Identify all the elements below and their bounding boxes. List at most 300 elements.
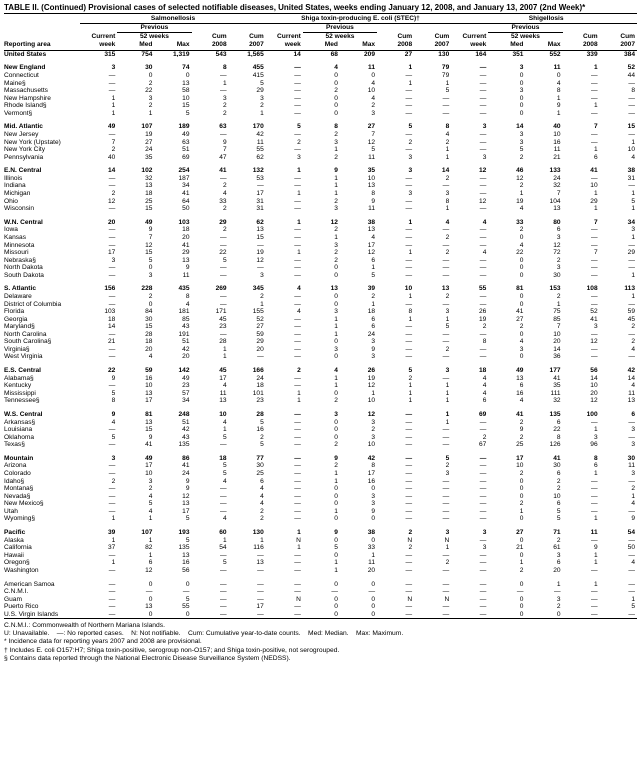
value-cell: 3 [445,308,450,316]
value-cell: — [405,197,413,205]
value-cell: — [442,426,450,434]
value-cell: 10 [627,146,635,154]
value-cell: 1 [297,218,301,226]
value-cell: 14 [107,323,116,331]
value-cell: — [591,300,598,308]
value-cell: 4 [519,338,524,346]
value-cell: — [442,353,450,361]
value-cell: 5 [185,536,190,544]
value-cell: — [294,580,301,588]
value-cell: — [220,551,227,559]
footnotes [4,622,637,662]
value-cell: 9 [371,197,376,205]
value-cell: — [405,441,413,449]
table-row [4,397,637,405]
region-row [4,411,637,419]
value-cell: 2 [222,182,227,190]
reporting-area-cell: Maine§ [4,79,26,87]
reporting-area-cell: Guam [4,595,22,603]
value-cell: 22 [553,426,561,434]
value-cell: — [405,470,413,478]
value-cell: 9 [371,507,376,515]
value-cell: 1 [297,397,301,405]
value-cell: 2 [519,470,524,478]
value-cell: — [257,580,264,588]
value-cell: 1 [631,292,635,300]
value-cell: 0 [519,109,524,117]
value-cell: 15 [145,323,153,331]
value-cell: 1 [334,330,338,338]
value-cell: — [294,323,301,331]
value-cell: — [442,226,450,234]
value-cell: 18 [145,190,153,198]
value-cell: 0 [519,233,524,241]
value-cell: 8 [445,197,450,205]
value-cell: 14 [293,50,301,58]
value-cell: 45 [219,367,227,375]
reporting-area-cell: New York (Upstate) [4,138,61,146]
value-cell: — [442,507,450,515]
value-cell: 7 [556,190,561,198]
value-cell: 13 [182,79,190,87]
value-cell: 0 [185,610,190,618]
value-cell: 1 [297,249,301,257]
value-cell: 85 [553,315,561,323]
table-row [4,552,637,560]
reporting-area-cell: Mississippi [4,389,36,397]
value-cell: — [591,595,598,603]
value-cell: 79 [441,72,450,79]
value-cell: 1 [593,64,598,72]
value-cell: — [220,492,227,500]
value-cell: 3 [148,271,153,279]
value-cell: 3 [371,492,376,500]
table-row [4,323,637,331]
value-cell: — [405,323,413,331]
value-cell: 1 [445,389,450,397]
value-cell: 52 [590,308,598,316]
value-cell: — [479,559,487,567]
value-cell: 4 [482,374,487,382]
value-cell: 4 [371,79,376,87]
value-cell: 4 [519,205,524,213]
value-cell: 113 [624,285,635,293]
value-cell: — [591,109,598,117]
value-cell: — [591,226,598,234]
value-cell: 1 [593,205,598,213]
value-cell: — [405,411,413,418]
value-cell: 166 [252,367,264,375]
value-cell: 13 [182,551,190,559]
table-row [4,308,637,316]
value-cell: 0 [371,580,376,588]
value-cell: 18 [107,315,116,323]
value-cell: — [479,426,487,434]
value-cell: 9 [631,515,635,523]
value-cell: — [479,580,487,588]
value-cell: — [405,353,413,361]
region-row [4,529,637,537]
value-cell: — [479,79,487,87]
value-cell: — [591,87,598,95]
value-cell: 1 [445,205,450,213]
value-cell: — [591,241,598,249]
value-cell: 54 [219,544,227,552]
value-cell: 59 [145,367,153,375]
value-cell: 4 [371,233,376,241]
value-cell: 4 [185,300,190,308]
value-cell: 13 [145,603,153,611]
value-cell: 4 [297,285,301,293]
value-cell: — [628,536,635,544]
value-cell: 1 [445,153,450,161]
value-cell: 38 [367,529,376,537]
value-cell: — [442,566,450,574]
value-cell: 6 [556,226,561,234]
value-cell: 4 [482,389,487,397]
value-cell: 2 [556,256,561,264]
value-cell: 13 [330,285,338,293]
value-cell: 20 [367,566,376,574]
value-cell: 2 [519,433,524,441]
value-cell: — [479,131,487,139]
value-cell: — [257,182,264,190]
value-cell: 9 [334,167,338,175]
value-cell: 2 [556,536,561,544]
value-cell: 5 [148,500,153,508]
value-cell: 20 [182,233,190,241]
value-cell: — [294,507,301,515]
reporting-area-cell: Vermont§ [4,109,33,117]
value-cell: — [294,454,301,462]
value-cell: 40 [107,153,116,161]
value-cell: 21 [107,338,116,346]
value-cell: 11 [590,529,598,537]
cum-label: Cum [620,32,635,40]
value-cell: 0 [334,102,338,110]
value-cell: 16 [553,138,561,146]
table-row [4,382,637,390]
value-cell: — [442,580,450,588]
value-cell: — [479,353,487,361]
value-cell: — [479,292,487,300]
value-cell: 47 [219,153,227,161]
value-cell: — [442,182,450,190]
value-cell: 3 [334,345,338,353]
reporting-area-cell: Alaska [4,536,24,544]
value-cell: 130 [438,50,450,58]
value-cell: 29 [590,197,598,205]
value-cell: — [220,603,227,611]
value-cell: 12 [590,338,598,346]
value-cell: — [405,330,413,338]
reporting-area-cell: Pacific [4,529,26,537]
table-row [4,72,637,80]
value-cell: 0 [519,271,524,279]
value-cell: 41 [516,411,524,418]
value-cell: 0 [519,515,524,523]
value-cell: — [591,174,598,182]
reporting-area-cell: U.S. Virgin Islands [4,610,59,618]
med-label: Med [324,41,338,49]
value-cell: 9 [148,433,153,441]
table-row [4,198,637,206]
value-cell: 191 [178,330,190,338]
value-cell: 5 [445,454,450,462]
value-cell: 17 [256,603,264,611]
footnote: C.N.M.I.: Commonwealth of Northern Mariana Islands. [4,622,165,630]
value-cell: 10 [367,174,376,182]
value-cell: 2 [445,462,450,470]
value-cell: — [108,72,116,79]
table-row [4,567,637,575]
value-cell: 59 [256,330,264,338]
value-cell: 16 [182,559,190,567]
value-cell: 10 [182,94,190,102]
value-cell: 193 [178,529,190,537]
value-cell: — [108,595,116,603]
table-body [4,50,637,619]
value-cell: 49 [145,218,153,226]
value-cell: 24 [367,330,376,338]
value-cell: — [294,462,301,470]
value-cell: 9 [556,102,561,110]
reporting-area-cell: South Carolina§ [4,338,52,346]
value-cell: 6 [371,256,376,264]
value-cell: 27 [404,50,413,58]
value-cell: 35 [553,382,561,390]
value-cell: 13 [182,256,190,264]
value-cell: 77 [256,454,264,462]
value-cell: 9 [185,477,190,485]
value-cell: 6 [631,411,635,418]
reporting-area-cell: New Hampshire [4,94,51,102]
value-cell: 1 [297,190,301,198]
value-cell: — [628,566,635,574]
value-cell: 41 [182,190,190,198]
value-cell: — [479,492,487,500]
value-cell: 71 [553,529,561,537]
value-cell: — [628,330,635,338]
value-cell: 0 [148,72,153,79]
value-cell: — [405,418,413,426]
value-cell: 5 [260,79,264,87]
value-cell: 187 [178,174,190,182]
value-cell: 1 [593,580,598,588]
value-cell: 32 [553,182,561,190]
cum-label: Cum [211,32,227,40]
value-cell: N [296,536,301,544]
value-cell: 37 [107,544,116,552]
value-cell: 107 [141,529,153,537]
value-cell: 2 [445,559,450,567]
value-cell: — [294,418,301,426]
reporting-area-cell: Hawaii [4,551,24,559]
value-cell: — [591,345,598,353]
value-cell: 11 [219,389,227,397]
value-cell: 135 [549,411,561,418]
value-cell: 0 [519,256,524,264]
region-row [4,285,637,293]
value-cell: — [405,300,413,308]
value-cell: 1 [593,102,598,110]
value-cell: — [220,174,227,182]
reporting-area-cell: S. Atlantic [4,285,36,293]
value-cell: 107 [141,123,153,131]
value-cell: 30 [145,64,153,72]
value-cell: 1 [445,382,450,390]
value-cell: 29 [627,249,635,257]
value-cell: 1 [593,426,598,434]
value-cell: 15 [145,426,153,434]
value-cell: 81 [516,285,524,293]
value-cell: — [479,566,487,574]
value-cell: 1 [334,374,338,382]
value-cell: — [405,454,413,462]
value-cell: 2 [111,146,116,154]
value-cell: 4 [445,218,450,226]
value-cell: 2 [222,205,227,213]
value-cell: 3 [148,477,153,485]
value-cell: 3 [519,131,524,139]
value-cell: — [591,271,598,279]
value-cell: 46 [516,167,524,175]
value-cell: — [294,426,301,434]
value-cell: 75 [553,308,561,316]
value-cell: 6 [593,153,598,161]
value-cell: — [405,507,413,515]
year-2008-label: 2008 [582,41,598,49]
value-cell: — [294,588,301,596]
value-cell: 0 [519,551,524,559]
value-cell: 2 [334,87,338,95]
value-cell: 20 [145,345,153,353]
value-cell: — [442,256,450,264]
value-cell: 1 [111,109,116,117]
value-cell: — [442,264,450,272]
value-cell: 1 [593,470,598,478]
value-cell: 1 [371,264,376,272]
value-cell: 1 [297,544,301,552]
value-cell: 4 [222,515,227,523]
value-cell: 11 [628,462,635,470]
value-cell: 5 [185,595,190,603]
value-cell: 45 [219,315,227,323]
reporting-area-cell: E.N. Central [4,167,42,175]
value-cell: 0 [334,515,338,523]
region-row [4,367,637,375]
value-cell: 3 [593,323,598,331]
value-cell: 1 [260,300,264,308]
value-cell: — [405,72,413,79]
value-cell: 42 [367,454,376,462]
value-cell: 9 [334,454,338,462]
value-cell: 103 [178,218,190,226]
value-cell: 135 [178,441,190,449]
table-row [4,242,637,250]
value-cell: — [294,353,301,361]
value-cell: 8 [556,433,561,441]
reporting-area-cell: Montana§ [4,485,34,493]
value-cell: 34 [182,182,190,190]
value-cell: 0 [334,389,338,397]
med-label: Med [139,41,153,49]
value-cell: 3 [371,418,376,426]
value-cell: 104 [549,197,561,205]
value-cell: — [442,610,450,618]
region-row [4,123,637,131]
value-cell: — [220,131,227,139]
table-row [4,146,637,154]
header-blank [4,13,80,23]
value-cell: 52 [256,315,264,323]
value-cell: — [294,264,301,272]
value-cell: — [294,374,301,382]
value-cell: 2 [556,603,561,611]
value-cell: 1 [593,515,598,523]
table-row [4,331,637,339]
value-cell: 8 [631,87,635,95]
value-cell: — [442,433,450,441]
value-cell: — [479,330,487,338]
value-cell: 63 [219,123,227,131]
reporting-area-cell: Oklahoma [4,433,35,441]
value-cell: 3 [297,153,301,161]
value-cell: 0 [334,485,338,493]
value-cell: — [145,588,153,596]
value-cell: 1 [334,382,338,390]
value-cell: 0 [371,610,376,618]
value-cell: 2 [222,109,227,117]
value-cell: 2 [445,138,450,146]
value-cell: 1,319 [173,50,190,58]
value-cell: 345 [252,285,264,293]
value-cell: — [628,300,635,308]
value-cell: 2 [334,397,338,405]
value-cell: 22 [516,249,524,257]
value-cell: 1 [148,536,153,544]
value-cell: 58 [182,87,190,95]
value-cell: 6 [519,382,524,390]
value-cell: — [108,382,116,390]
value-cell: 27 [256,323,264,331]
value-cell: 17 [256,190,264,198]
value-cell: 1 [631,271,635,279]
value-cell: — [294,146,301,154]
value-cell: — [479,603,487,611]
value-cell: 1 [111,515,116,523]
table-row [4,131,637,139]
value-cell: 11 [368,64,376,72]
value-cell: 10 [553,492,561,500]
value-cell: 14 [627,374,635,382]
reporting-area-cell: Ohio [4,197,18,205]
value-cell: 86 [182,454,190,462]
value-cell: 0 [334,264,338,272]
value-cell: — [257,241,264,249]
max-label: Max [547,41,561,49]
value-cell: — [220,441,227,449]
value-cell: 10 [367,397,376,405]
value-cell: 27 [145,138,153,146]
value-cell: 50 [627,544,635,552]
value-cell: — [294,338,301,346]
value-cell: — [553,588,561,596]
value-cell: — [479,271,487,279]
value-cell: 36 [553,353,561,361]
value-cell: 1 [334,182,338,190]
group-stec: Shiga toxin-producing E. coli (STEC)† [266,13,452,23]
